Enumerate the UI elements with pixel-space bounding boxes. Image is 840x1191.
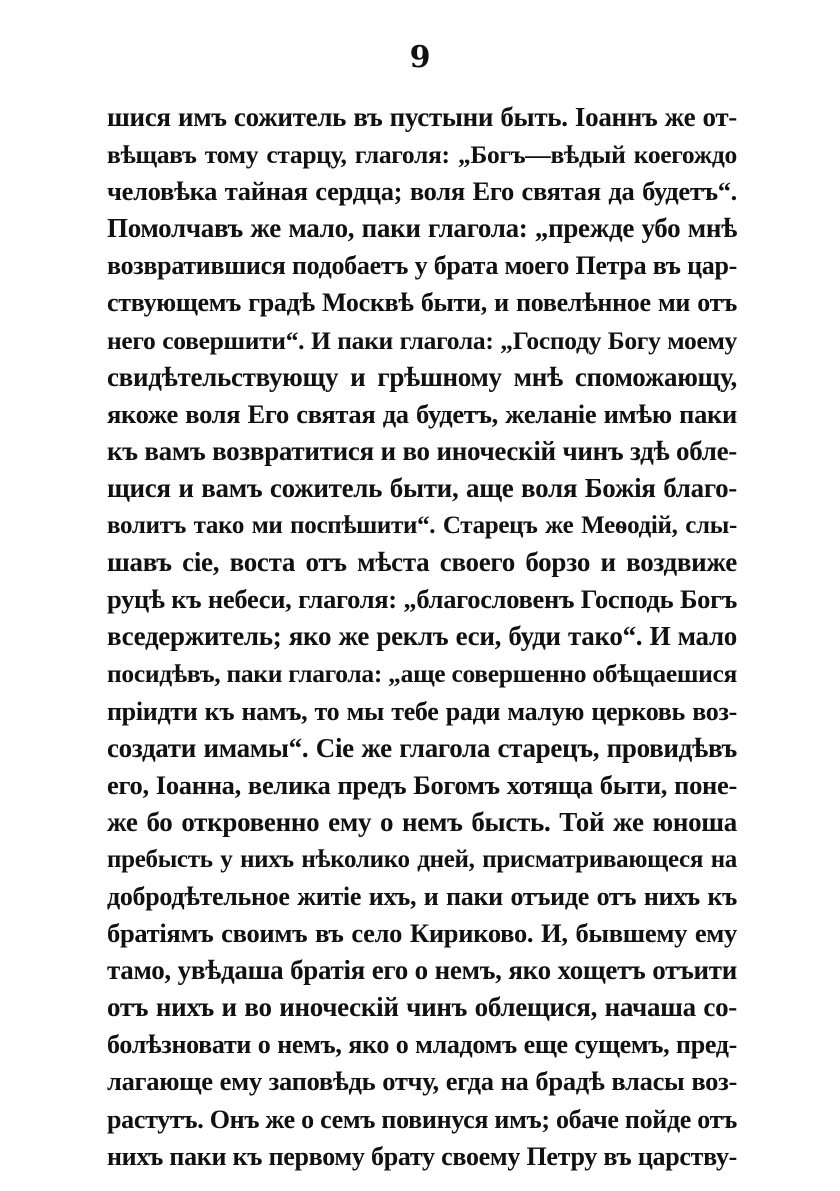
text-line: человѣка тайная сердца; воля Его святая да будетъ“. [107, 176, 737, 207]
text-line: якоже воля Его святая да будетъ, желаніе имѣю паки [107, 398, 737, 429]
text-line: свидѣтельствующу и грѣшному мнѣ споможающу, [107, 361, 737, 392]
text-line: пребысть у нихъ нѣколико дней, присматривающеся на [107, 845, 737, 873]
body-text [107, 99, 737, 1175]
text-line: волитъ тако ми поспѣшити“. Старецъ же Меѳодій, слы- [107, 512, 737, 540]
text-line: Помолчавъ же мало, паки глагола: „прежде убо мнѣ [107, 213, 737, 244]
text-line: нихъ паки къ первому брату своему Петру въ царству- [107, 1141, 737, 1171]
text-line: посидѣвъ, паки глагола: „аще совершенно обѣщаешися [107, 659, 737, 689]
text-line: щися и вамъ сожитель быти, аще воля Божія благо- [107, 472, 737, 503]
text-line: тамо, увѣдаша братія его о немъ, яко хощетъ отъити [107, 955, 737, 986]
text-line: вседержитель; яко же реклъ еси, буди тако“. И мало [107, 621, 737, 652]
text-line: братіямъ своимъ въ село Кириково. И, бывшему ему [107, 918, 737, 949]
text-line: ствующемъ градѣ Москвѣ быти, и повелѣнное ми отъ [107, 288, 737, 318]
text-line: добродѣтельное житіе ихъ, и паки отъиде отъ нихъ къ [107, 881, 737, 911]
text-line: къ вамъ возвратитися и во иноческій чинъ здѣ обле- [107, 435, 737, 466]
text-line: лагающе ему заповѣдь отчу, егда на брадѣ власы воз- [107, 1066, 737, 1097]
text-line: пріидти къ намъ, то мы тебе ради малую церковь воз- [107, 696, 737, 726]
text-line: его, Іоанна, велика предъ Богомъ хотяща быти, поне- [107, 769, 737, 800]
text-line: него совершити“. И паки глагола: „Господу Богу моему [107, 325, 737, 355]
text-line: возвратившися подобаетъ у брата моего Петра въ цар- [107, 251, 737, 281]
text-line: шавъ сіе, воста отъ мѣста своего борзо и воздвиже [107, 547, 737, 578]
text-line: растутъ. Онъ же о семъ повинуся имъ; обаче пойде отъ [107, 1104, 737, 1134]
text-line: отъ нихъ и во иноческій чинъ облещися, начаша со- [107, 992, 737, 1023]
text-line: шися имъ сожитель въ пустыни быть. Іоаннъ же от- [107, 102, 737, 132]
text-line: болѣзновати о немъ, яко о младомъ еще сущемъ, пред- [107, 1030, 737, 1060]
text-line: руцѣ къ небеси, глаголя: „благословенъ Господь Богъ [107, 584, 737, 615]
page-number: 9 [409, 40, 431, 75]
text-line: создати имамы“. Сіе же глагола старецъ, провидѣвъ [107, 732, 737, 763]
text-line: вѣщавъ тому старцу, глаголя: „Богъ—вѣдый коегождо [107, 140, 737, 170]
text-line: же бо откровенно ему о немъ бысть. Той же юноша [107, 806, 737, 837]
